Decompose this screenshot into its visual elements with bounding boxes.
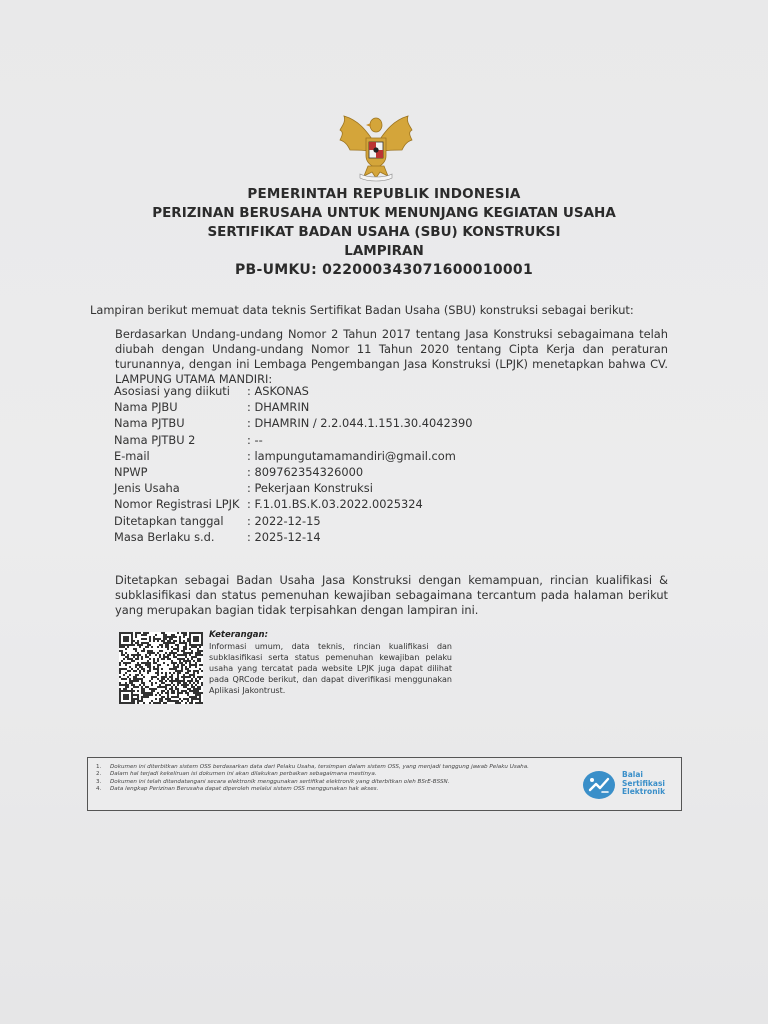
determination-paragraph: Ditetapkan sebagai Badan Usaha Jasa Konstruksi dengan kemampuan, rincian kualifikasi & subklasifikasi dan status pemenuhan kewajiban sebagaimana tercantum pada halaman berikut yang merupakan bagian tidak terpisahkan dengan lampiran ini. [115,573,668,617]
note-number: 2. [96,771,102,778]
note-number: 3. [96,778,102,785]
field-label: Jenis Usaha [114,481,180,496]
field-label: Asosiasi yang diikuti [114,384,230,398]
note-text: Dokumen ini diterbitkan sistem OSS berdasarkan data dari Pelaku Usaha, tersimpan dalam sistem OSS, yang menjadi tanggung jawab Pelaku Usaha. [110,764,529,770]
field-value: : -- [247,432,263,447]
note-text: Dalam hal terjadi kekeliruan isi dokumen ini akan dilakukan perbaikan sebagaimana mestinya. [110,771,377,778]
note-number: 4. [96,786,102,793]
field-value: : DHAMRIN [247,400,310,415]
heading-attachment: LAMPIRAN [344,243,424,259]
footer-note [96,764,551,771]
field-value: : F.1.01.BS.K.03.2022.0025324 [247,497,423,512]
field-label: NPWP [114,464,148,479]
field-value: : 2022-12-15 [247,513,321,528]
field-label: Ditetapkan tanggal [114,513,224,528]
field-label: Nama PJTBU [114,416,185,431]
legal-basis-paragraph: Berdasarkan Undang-undang Nomor 2 Tahun 2017 tentang Jasa Konstruksi sebagaimana telah diubah dengan Undang-undang Nomor 11 Tahun 2020 tentang Cipta Kerja dan peraturan turunannya, dengan ini Lembaga Pengembangan Jasa Konstruksi (LPJK) menetapkan bahwa CV. LAMPUNG UTAMA MANDIRI: [115,327,668,386]
bsre-line: Sertifikasi [622,778,665,788]
qr-code-icon [119,632,203,704]
field-label: E-mail [114,448,150,463]
heading-licensing: PERIZINAN BERUSAHA UNTUK MENUNJANG KEGIATAN USAHA [152,205,616,221]
bsre-line: Balai [622,770,643,779]
footer-note [96,771,551,778]
field-value: : ASKONAS [247,384,309,398]
garuda-emblem-icon [336,112,416,182]
keterangan-title: Keterangan: [209,630,268,640]
note-text: Data lengkap Perizinan Berusaha dapat diperoleh melalui sistem OSS menggunakan hak akses. [110,786,379,793]
footer-note [96,779,551,786]
bsre-logo-text [622,771,665,797]
field-value: : 809762354326000 [247,464,364,479]
heading-pb-umku-number: PB-UMKU: 022000343071600010001 [234,262,534,278]
bsre-logo-icon [582,770,616,800]
keterangan-body: Informasi umum, data teknis, rincian kualifikasi dan subklasifikasi serta status pemenuhan kewajiban pelaku usaha yang tercatat pada website LPJK juga dapat dilihat pada QRCode berikut, dan dapat diverifikasi menggunakan Aplikasi Jakontrust. [209,642,452,695]
heading-government: PEMERINTAH REPUBLIK INDONESIA [247,186,521,202]
heading-certificate: SERTIFIKAT BADAN USAHA (SBU) KONSTRUKSI [207,224,561,240]
field-value: : DHAMRIN / 2.2.044.1.151.30.4042390 [247,416,473,431]
footer-notes-box [87,757,682,811]
field-label: Nama PJTBU 2 [114,432,196,447]
bsre-line: Elektronik [622,787,666,797]
footer-notes [96,764,551,794]
note-text: Dokumen ini telah ditandatangani secara elektronik menggunakan sertifikat elektronik yang diterbitkan oleh BSrE-BSSN. [110,778,450,785]
footer-note [96,786,551,793]
field-value: : Pekerjaan Konstruksi [247,481,373,496]
field-label: Masa Berlaku s.d. [114,529,215,544]
field-label: Nama PJBU [114,400,178,415]
field-label: Nomor Registrasi LPJK [114,497,240,512]
note-number: 1. [96,764,102,770]
field-value: : lampungutamamandiri@gmail.com [247,448,456,463]
intro-text: Lampiran berikut memuat data teknis Sertifikat Badan Usaha (SBU) konstruksi sebagai berikut: [90,303,634,317]
field-value: : 2025-12-14 [247,529,321,544]
